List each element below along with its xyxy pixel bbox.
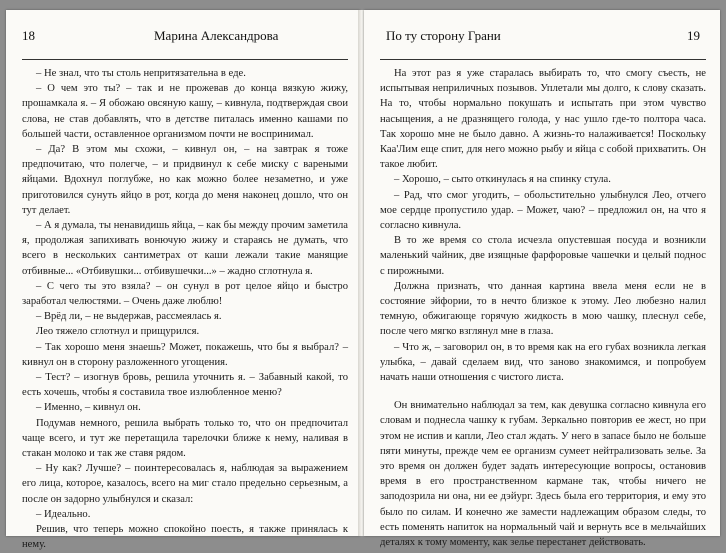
running-head-right: По ту сторону Грани: [386, 28, 501, 43]
paragraph: – Именно, – кивнул он.: [36, 402, 141, 414]
paragraph: Решив, что теперь можно спокойно поесть, я также принялась к нему.: [22, 524, 348, 551]
running-head-left: Марина Александрова: [154, 28, 279, 43]
left-page: [6, 10, 360, 551]
paragraph: – О чем это ты? – так и не прожевав до конца вязкую жижу, прошамкала я. – Я обожаю овсяную кашу, – кивнула, подтверждая свои слова, не став добавлять, что в детстве питалась именно кашами по большей части, оставленное организмом почти не воспринимал.: [22, 83, 348, 140]
paragraph: На этот раз я уже старалась выбирать то, что смогу съесть, не испытывая неприличных позывов. Уплетали мы долго, к слову сказать. На то, чтобы нормально покушать и испытать при этом чувство насыщения, а не дразнящего голода, у нас ушло где-то полтора часа. Так хорошо мне не было давно. А жизнь-то налаживается! Поскольку Каа'Лим еще спит, для него можно рыбу и яйца с собой прихватить. Он такое любит.: [380, 68, 706, 171]
paragraph: Лео тяжело сглотнул и прищурился.: [36, 326, 200, 338]
right-page-text: [380, 66, 706, 550]
paragraph: Он внимательно наблюдал за тем, как девушка согласно кивнула его словам и поднесла чашку к губам. Зеркально повторив ее жест, но при этом не испив и капли, Лео стал ждать. У него в запасе было не больше пяти минуты, прежде чем ее организм сумеет нейтрализовать зелье. За это время он должен будет задать интересующие вопросы, остановив время в его пространственном кармане так, чтобы ничего не заподозрила ни она, ни ее дэйург. Здесь была его территория, и ему это было по силам. И конечно же замести надлежащим образом следы, то есть поменять напиток на нормальный чай и вернуть все в мельчайших деталях к тому моменту, как зелье перестанет действовать.: [380, 400, 706, 549]
paragraph: В то же время со стола исчезла опустевшая посуда и возникли маленький чайник, две изящные фарфоровые чашечки и целый поднос с пирожными.: [380, 235, 706, 277]
paragraph: – Так хорошо меня знаешь? Может, покажешь, что бы я выбрал? – кивнул он в сторону разложенного угощения.: [22, 341, 348, 368]
section-break: [380, 385, 706, 398]
paragraph: – А я думала, ты ненавидишь яйца, – как бы между прочим заметила я, продолжая запихивать вонючую жижу и стараясь не думать, что всего в нескольких сантиметрах от каши лежали такие манящие отбивные... «Отбивушки... отбивушечки...» – жадно сглотнула я.: [22, 220, 348, 277]
right-page: [364, 10, 720, 549]
paragraph: – Что ж, – заговорил он, в то время как на его губах возникла легкая улыбка, – давай сделаем вид, что заново знакомимся, и попробуем начать наши отношения с чистого листа.: [380, 341, 706, 384]
paragraph: – Не знал, что ты столь непритязательна в еде.: [36, 68, 246, 79]
left-page-text: [22, 66, 348, 553]
header-rule-right: [380, 59, 706, 60]
header-rule-left: [22, 59, 348, 60]
paragraph: – Да? В этом мы схожи, – кивнул он, – на завтрак я тоже предпочитаю, что полегче, – и придвинул к себе миску с вареными яйцами. Вдохнул поглубже, но как можно более незаметно, и уже приготовился сунуть яйцо в рот, когда до меня наконец дошло, что он тут делает.: [22, 144, 348, 216]
paragraph: – Тест? – изогнув бровь, решила уточнить я. – Забавный какой, то есть хочешь, чтобы я составила твое излюбленное меню?: [22, 372, 348, 399]
paragraph: – Ну как? Лучше? – поинтересовалась я, наблюдая за выражением его лица, которое, казалось, всего на миг стало предельно серьезным, а после он задорно улыбнулся и сказал:: [22, 463, 348, 505]
page-number-left: 18: [22, 28, 35, 43]
paragraph: – Рад, что смог угодить, – обольстительно улыбнулся Лео, отчего мое сердце пропустило удар. – Может, чаю? – предложил он, на что я согласно кивнула.: [380, 189, 706, 232]
paragraph: Должна признать, что данная картина ввела меня если не в состояние эйфории, то в нечто близкое к этому. Лео любезно налил темную, обжигающе горячую жидкость в мою чашку, плеснул себе, после чего мягко взглянул мне в глаза.: [380, 280, 706, 338]
paragraph: – Хорошо, – сыто откинулась я на спинку стула.: [394, 174, 611, 186]
paragraph: – Идеально.: [36, 508, 91, 520]
paragraph: – Врёд ли, – не выдержав, рассмеялась я.: [36, 311, 222, 323]
paragraph: Подумав немного, решила выбрать только то, что он предпочитал чаще всего, и тут же перетащила тарелочки ближе к нему, наливая в стакан молоко и так же ставя рядом.: [22, 417, 348, 460]
page-number-right: 19: [687, 28, 700, 43]
paragraph: – С чего ты это взяла? – он сунул в рот целое яйцо и быстро заработал челюстями. – Очень даже люблю!: [22, 280, 348, 308]
